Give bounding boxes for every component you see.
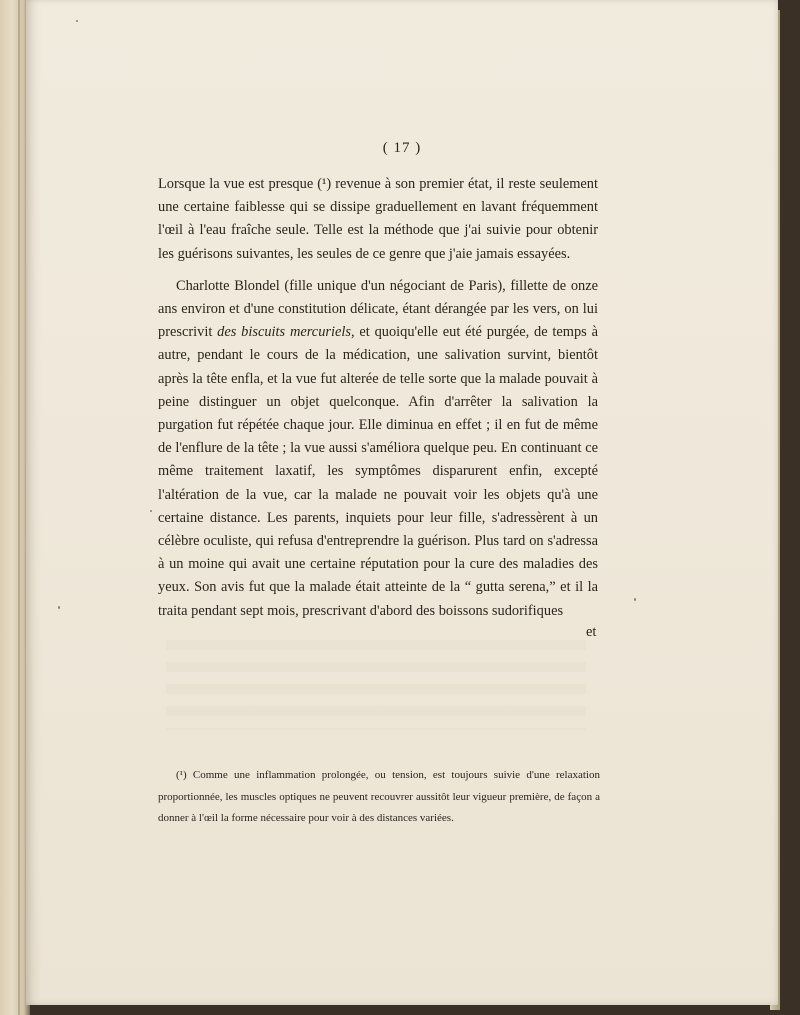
- paragraph-2: [158, 275, 598, 623]
- paragraph-2-start: Charlotte Blondel (fille unique d'un négociant de Paris), fillette de onze ans environ et d'une constitution délicate, étant dérangée par les vers, on lui prescrivit: [158, 277, 598, 341]
- paper-speck: [150, 510, 152, 512]
- bleed-through-texture: [166, 640, 586, 730]
- paper-speck: [58, 606, 60, 609]
- book-page: [26, 0, 778, 1005]
- paper-speck: [76, 20, 78, 22]
- page-fold-line: [18, 0, 20, 1015]
- footnote-paragraph: [158, 765, 600, 830]
- catchword: et: [586, 624, 597, 640]
- italic-phrase: des biscuits mercuriels: [217, 324, 351, 341]
- body-text: [158, 173, 598, 623]
- paragraph-2-end: , et quoiqu'elle eut été purgée, de temps à autre, pendant le cours de la médication, une salivation survint, bientôt après la tête enfla, et la vue fut alterée de telle sorte que la malade pouvait à peine distinguer un objet quelconque. Afin d'arrêter la salivation la purgation fut répétée chaque jour. Elle diminua en effet ; il en fut de même de l'enflure de la tête ; la vue aussi s'améliora quelque peu. En continuant ce même traitement laxatif, les symptômes disparurent enfin, excepté l'altération de la vue, car la malade ne pouvait voir les objets qu'à une certaine distance. Les parents, inquiets pour leur fille, s'adressèrent à un célèbre oculiste, qui refusa d'entreprendre la guérison. Plus tard on s'adressa à un moine qui avait une certaine réputation pour la cure des maladies des yeux. Son avis fut que la malade était atteinte de la “ gutta serena,” et il la traita pendant sept mois, prescrivant d'abord des boissons sudorifiques: [158, 324, 598, 619]
- paragraph-1: Lorsque la vue est presque (¹) revenue à son premier état, il reste seulement une certaine faiblesse qui se dissipe graduellement en lavant fréquemment l'œil à l'eau fraîche seule. Telle est la méthode que j'ai suivie pour obtenir les guérisons suivantes, les seules de ce genre que j'aie jamais essayées.: [158, 176, 598, 262]
- footnote: [158, 765, 600, 830]
- paper-speck: [634, 598, 636, 601]
- page-number: ( 17 ): [382, 140, 422, 156]
- footnote-mark: (¹): [176, 769, 187, 781]
- footnote-text: Comme une inflammation prolongée, ou tension, est toujours suivie d'une relaxation proportionnée, les muscles optiques ne peuvent recouvrer aussitôt leur vigueur première, de façon a donner à l'œil la forme nécessaire pour voir à des distances variées.: [158, 769, 600, 824]
